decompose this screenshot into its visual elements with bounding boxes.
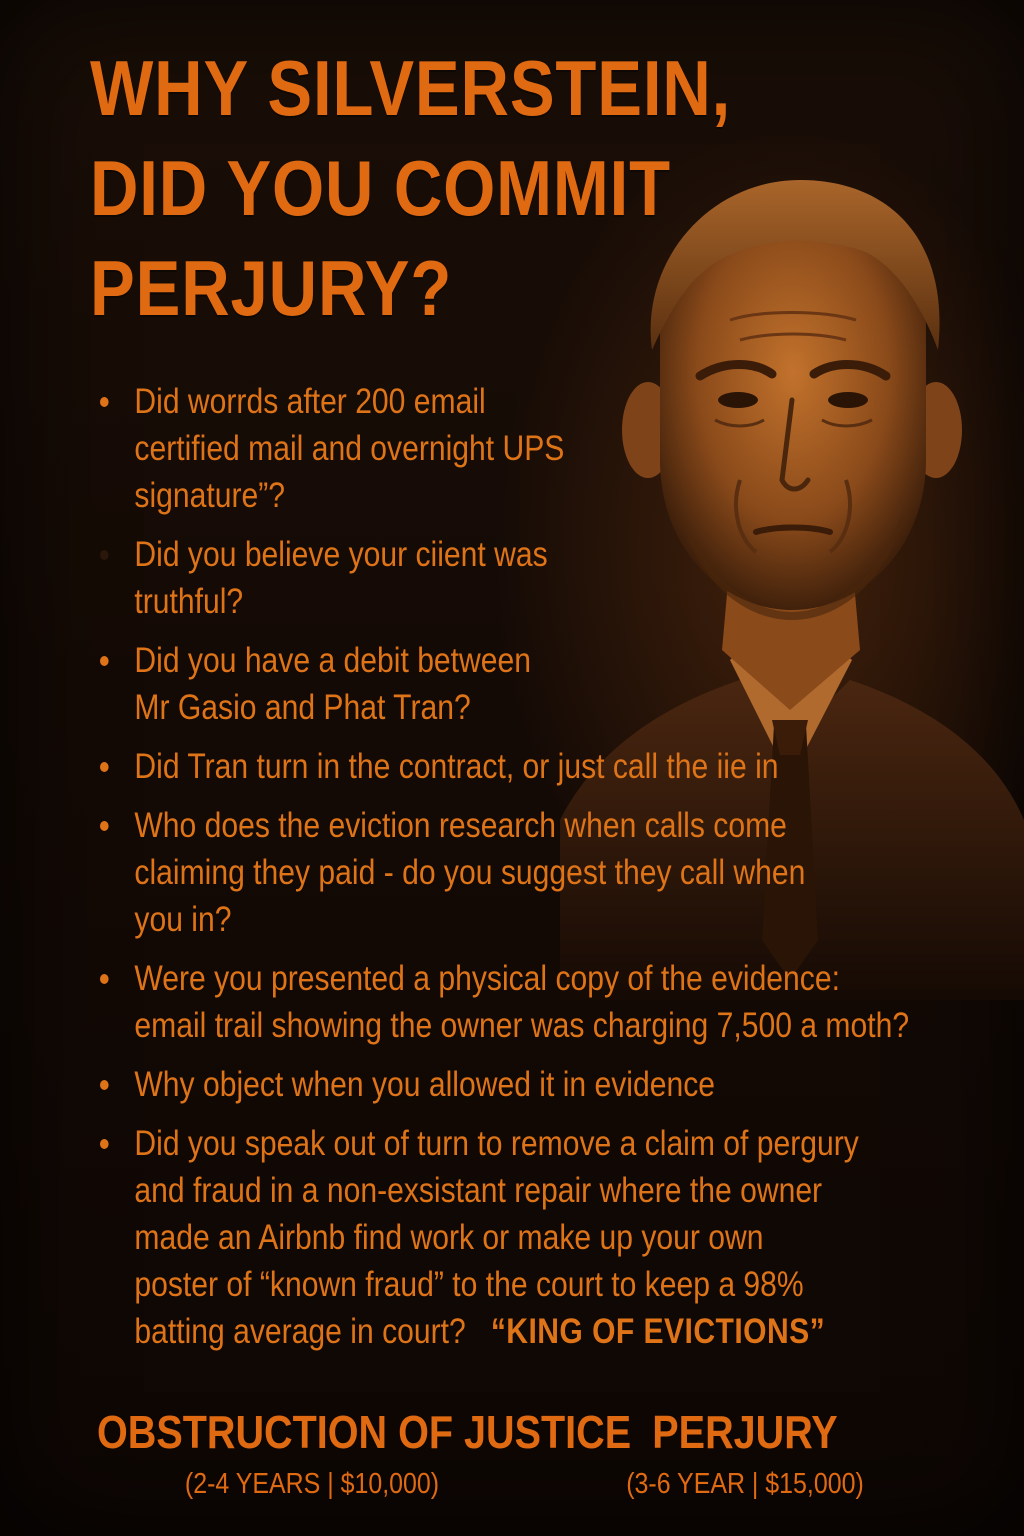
question-line: email trail showing the owner was charging 7,500 a moth? (134, 1006, 910, 1045)
question-item (100, 1120, 969, 1355)
charge-label: PERJURY (652, 1406, 838, 1458)
question-item (100, 378, 969, 519)
bullet-dot-icon (100, 1080, 109, 1090)
question-item (100, 743, 969, 790)
question-line: claiming they paid - do you suggest they call when (134, 853, 806, 892)
question-line: Why object when you allowed it in evidence (134, 1065, 715, 1104)
bullet-dot-icon (100, 397, 109, 407)
bullet-dot-icon (100, 762, 109, 772)
question-line-text: batting average in court? (134, 1312, 466, 1351)
title-line-3: PERJURY? (90, 244, 453, 332)
question-line: signature”? (134, 476, 285, 515)
charge-perjury (586, 1404, 904, 1504)
charge-penalty: (2-4 YEARS | $10,000) (184, 1468, 440, 1500)
question-line: Were you presented a physical copy of the evidence: (134, 959, 840, 998)
question-line: truthful? (134, 582, 244, 621)
question-item (100, 955, 969, 1049)
charge-obstruction (97, 1404, 632, 1504)
charge-label: OBSTRUCTION OF JUSTICE (97, 1406, 632, 1458)
question-line: Did Tran turn in the contract, or just call the iie in (134, 747, 779, 786)
title-line-2: DID YOU COMMIT (90, 144, 671, 232)
question-line: you in? (134, 900, 232, 939)
question-item (100, 1061, 969, 1108)
question-item (100, 637, 969, 731)
question-item (100, 802, 969, 943)
question-line: Did you have a debit between (134, 641, 531, 680)
bullet-dot-icon (100, 1139, 109, 1149)
question-line: poster of “known fraud” to the court to keep a 98% (134, 1265, 804, 1304)
question-line: certified mail and overnight UPS (134, 429, 565, 468)
question-item (100, 531, 969, 625)
bullet-dot-icon (100, 821, 109, 831)
question-line (134, 1308, 968, 1355)
bullet-dot-icon (100, 656, 109, 666)
question-line: Did you speak out of turn to remove a claim of pergury (134, 1124, 859, 1163)
bullet-dot-icon (100, 550, 109, 560)
question-line: Mr Gasio and Phat Tran? (134, 688, 471, 727)
question-line: made an Airbnb find work or make up your own (134, 1218, 764, 1257)
question-list (100, 378, 969, 1367)
question-line: Did you believe your ciient was (134, 535, 548, 574)
question-line: and fraud in a non-exsistant repair where the owner (134, 1171, 823, 1210)
question-line: Did worrds after 200 email (134, 382, 486, 421)
king-of-evictions-tagline: “KING OF EVICTIONS” (490, 1312, 826, 1351)
title-line-1: WHY SILVERSTEIN, (90, 44, 732, 132)
bullet-dot-icon (100, 974, 109, 984)
charge-penalty: (3-6 YEAR | $15,000) (626, 1468, 864, 1500)
poster-title (90, 38, 744, 338)
question-line: Who does the eviction research when calls come (134, 806, 787, 845)
